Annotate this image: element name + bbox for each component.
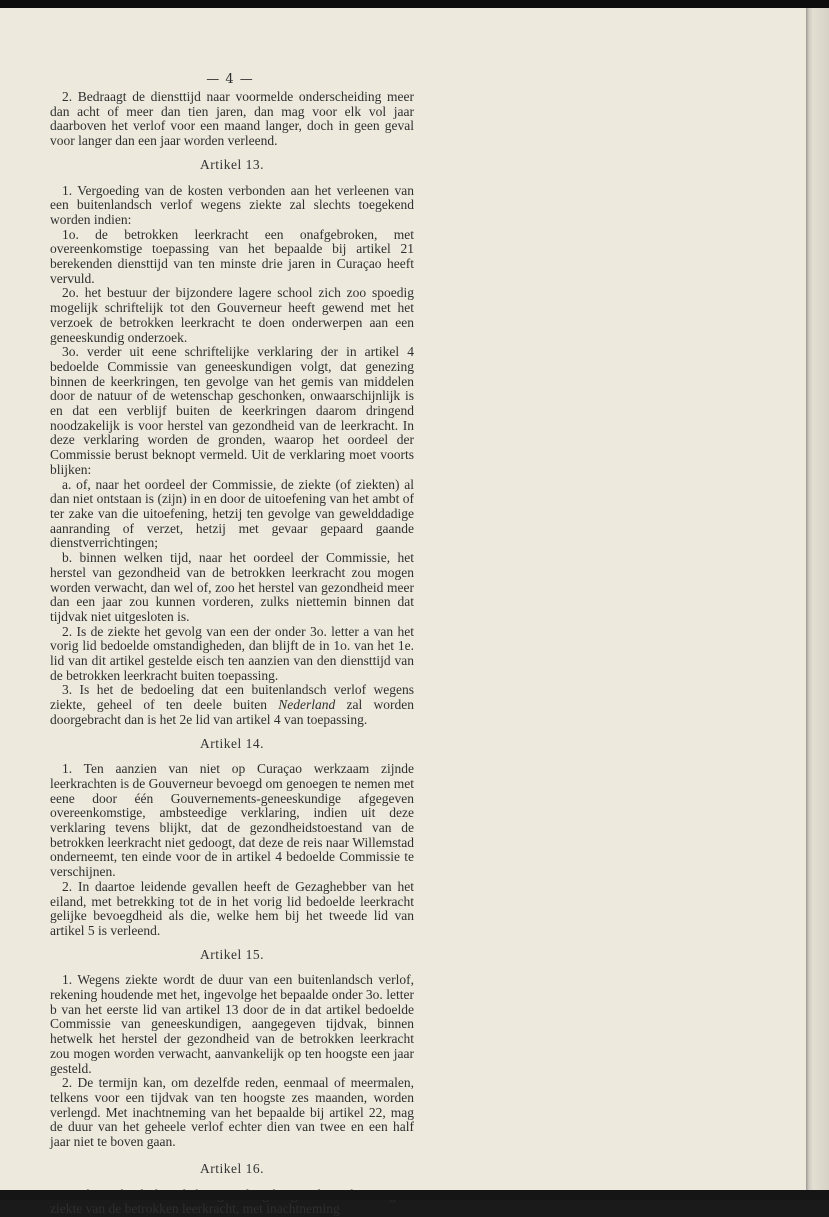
article-heading: Artikel 16. — [200, 1160, 264, 1176]
paragraph: 2. Is de ziekte het gevolg van een der onder 3o. letter a van het vorig lid bedoelde omstandigheden, dan blijft de in 1o. van het 1e. lid van dit artikel gestelde eisch ten aanzien van den diensttijd van de betrokken leerkracht buiten toepassing. — [50, 623, 414, 683]
paragraph: 2. Bedraagt de diensttijd naar voormelde onderscheiding meer dan acht of meer dan tien jaren, dan mag voor elk vol jaar daarboven het verlof voor een maand langer, doch in geen geval voor langer dan een jaar worden verleend. — [50, 89, 414, 149]
scan-right-edge — [806, 8, 829, 1190]
paragraph: 1. Vergoeding van de kosten verbonden aan het verleenen van een buitenlandsch verlof wegens ziekte zal slechts toegekend worden indien: — [50, 182, 414, 227]
article-heading: Artikel 15. — [200, 946, 264, 962]
page-number: — 4 — — [206, 72, 254, 87]
paragraph: 3o. verder uit eene schriftelijke verklaring der in artikel 4 bedoelde Commissie van geneeskundigen volgt, dat genezing binnen de keerkringen, ten gevolge van het gemis van middelen door de natuur of de wetenschap geschonken, onwaarschijnlijk is en dat een verblijf buiten de keerkringen daarom dringend noodzakelijk is voor herstel van gezondheid van de leerkracht. In deze verklaring worden de gronden, waarop het oordeel der Commissie berust beknopt vermeld. Uit de verklaring moet voorts blijken: — [50, 344, 414, 477]
scan-top-border — [0, 0, 829, 8]
article-heading: Artikel 14. — [200, 735, 264, 751]
paragraph: 2. In daartoe leidende gevallen heeft de Gezaghebber van het eiland, met betrekking tot de in het vorig lid bedoelde leerkracht gelijke bevoegdheid als die, welke hem bij het tweede lid van artikel 5 is verleend. — [50, 878, 414, 938]
scan-bottom-border — [0, 1190, 829, 1200]
paragraph: 1. Ten aanzien van niet op Curaçao werkzaam zijnde leerkrachten is de Gouverneur bevoegd om genoegen te nemen met eene door één Gouvernements-geneeskundige afgegeven overeenkomstige, ambsteedige verklaring, indien uit deze verklaring tevens blijkt, dat de gezondheidstoestand van de betrokken leerkracht niet gedoogt, dat deze de reis naar Willemstad onderneemt, ten einde voor de in artikel 4 bedoelde Commissie te verschijnen. — [50, 761, 414, 880]
document-page — [0, 8, 806, 1217]
paragraph: 1o. de betrokken leerkracht een onafgebroken, met overeenkomstige toepassing van het bepaalde bij artikel 21 berekenden diensttijd van ten minste drie jaren in Curaçao heeft vervuld. — [50, 226, 414, 286]
paragraph: a. of, naar het oordeel der Commissie, de ziekte (of ziekten) al dan niet ontstaan is (zijn) in en door de uitoefening van het ambt of ter zake van die uitoefening, hetzij ten gevolge van gewelddadige aanranding of verzet, hetzij met gevaar gepaard gaande dienstverrichtingen; — [50, 476, 414, 551]
paragraph: b. binnen welken tijd, naar het oordeel der Commissie, het herstel van gezondheid van de betrokken leerkracht zou mogen worden verwacht, dan wel of, zoo het herstel van gezondheid meer dan een jaar zou kunnen vorderen, zulks niettemin binnen dat tijdvak niet uitgesloten is. — [50, 550, 414, 624]
paragraph: 2. De termijn kan, om dezelfde reden, eenmaal of meermalen, telkens voor een tijdvak van ten hoogste zes maanden, worden verlengd. Met inachtneming van het bepaalde bij artikel 22, mag de duur van het geheele verlof echter dien van twee en een half jaar niet te boven gaan. — [50, 1075, 414, 1150]
paragraph-text-after: zal worden doorgebracht dan is het 2e lid van artikel 4 van toepassing. — [50, 697, 414, 727]
paragraph: 2o. het bestuur der bijzondere lagere school zich zoo spoedig mogelijk schriftelijk tot den Gouverneur heeft gewend met het verzoek de betrokken leerkracht te doen onderwerpen aan een geneeskundig onderzoek. — [50, 285, 414, 345]
paragraph — [50, 683, 414, 727]
paragraph: ziekte van de betrokken leerkracht, met inachtneming — [50, 1201, 340, 1217]
italic-place-name: Nederland — [278, 697, 336, 713]
paragraph: 1. Wegens ziekte wordt de duur van een buitenlandsch verlof, rekening houdende met het, ingevolge het bepaalde onder 3o. letter b van het eerste lid van artikel 13 door de in dat artikel bedoelde Commissie van geneeskundigen, aangegeven tijdvak, binnen hetwelk het herstel der gezondheid van de betrokken leerkracht zou mogen worden verwacht, aanvankelijk op ten hoogste een jaar gesteld. — [50, 972, 414, 1076]
article-heading: Artikel 13. — [200, 156, 264, 172]
paragraph-text: 3. Is het de bedoeling dat een buitenlandsch verlof wegens ziekte, geheel of ten deele buiten — [50, 682, 414, 713]
body-text — [50, 90, 414, 1217]
